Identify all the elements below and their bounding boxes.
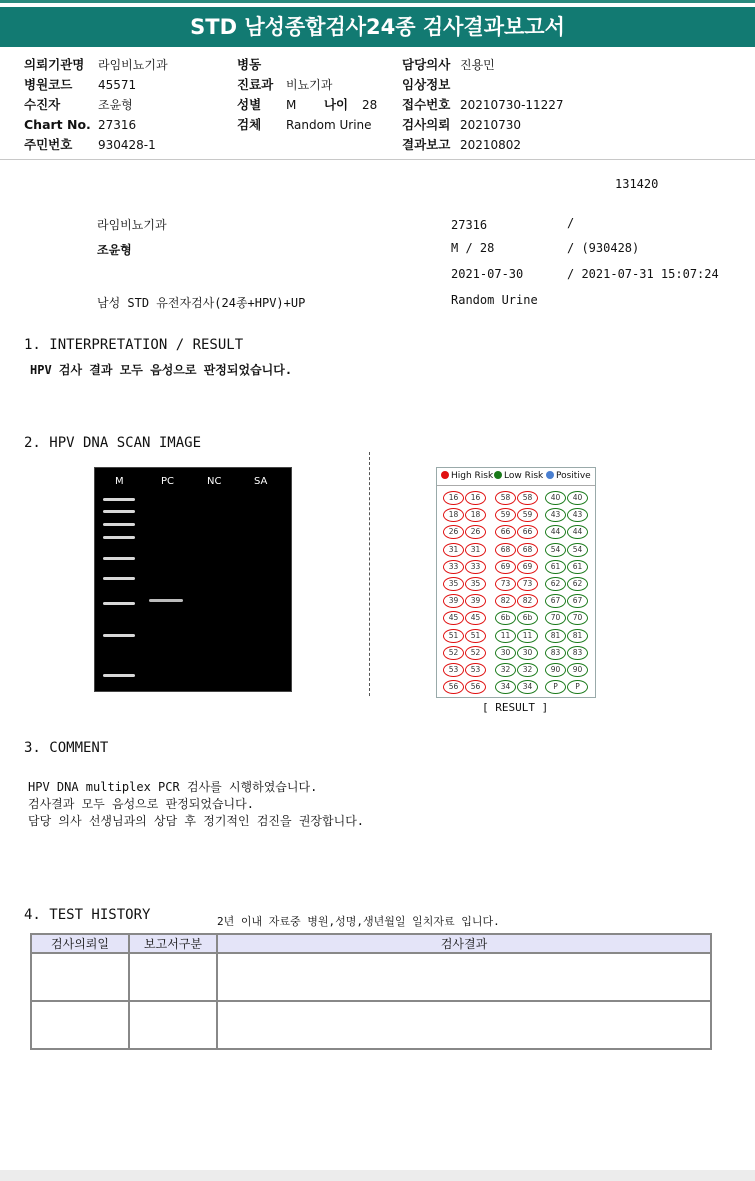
patient-value: 조윤형 — [97, 98, 133, 112]
hpv-type-cell: 6b — [495, 611, 516, 625]
patient-label: 수진자 — [24, 97, 61, 112]
hpv-type-cell: 66 — [517, 525, 538, 539]
hpv-type-cell: 39 — [443, 594, 464, 608]
interpretation-text: HPV 검사 결과 모두 음성으로 판정되었습니다. — [30, 363, 293, 377]
label-report-datetime: / 2021-07-31 15:07:24 — [567, 267, 719, 281]
ladder-band — [103, 536, 135, 539]
ladder-band — [103, 523, 135, 526]
hpv-type-cell: 62 — [567, 577, 588, 591]
legend-low: Low Risk — [494, 471, 543, 481]
lane-label-pc: PC — [161, 476, 175, 487]
hpv-type-cell: 6b — [517, 611, 538, 625]
code-value: 45571 — [97, 78, 137, 92]
hpv-type-cell: 44 — [545, 525, 566, 539]
label-chart: 27316 — [451, 218, 488, 232]
hpv-type-cell: 11 — [517, 629, 538, 643]
dept-label: 진료과 — [237, 77, 274, 92]
hpv-type-cell: P — [545, 680, 566, 694]
pc-band — [149, 599, 183, 602]
result-label: [ RESULT ] — [482, 701, 549, 714]
hpv-type-panel — [436, 467, 596, 698]
hospital-value: 라임비뇨기과 — [97, 58, 168, 72]
hpv-type-cell: 40 — [545, 491, 566, 505]
hpv-type-cell: 33 — [465, 560, 486, 574]
hpv-type-cell: 73 — [517, 577, 538, 591]
hpv-type-cell: 53 — [465, 663, 486, 677]
request-label: 검사의뢰 — [402, 117, 451, 132]
hpv-type-cell: 35 — [443, 577, 464, 591]
interpretation-title: 1. INTERPRETATION / RESULT — [24, 337, 244, 353]
hpv-type-cell: 43 — [545, 508, 566, 522]
hpv-type-cell: 33 — [443, 560, 464, 574]
hpv-type-cell: 69 — [517, 560, 538, 574]
history-header: 검사결과 — [217, 934, 711, 953]
hpv-type-cell: 32 — [495, 663, 516, 677]
gel-image — [94, 467, 292, 692]
header-separator — [0, 159, 755, 160]
image-title: 2. HPV DNA SCAN IMAGE — [24, 435, 202, 451]
label-slash: / — [567, 216, 575, 230]
hpv-type-cell: 34 — [517, 680, 538, 694]
ladder-band — [103, 602, 135, 605]
id-number: 131420 — [615, 177, 659, 191]
hpv-type-cell: 58 — [517, 491, 538, 505]
hpv-type-cell: 34 — [495, 680, 516, 694]
hpv-type-cell: 69 — [495, 560, 516, 574]
hpv-type-cell: 32 — [517, 663, 538, 677]
hpv-type-cell: 16 — [465, 491, 486, 505]
header-col-3 — [402, 55, 564, 155]
dept-value: 비뇨기과 — [285, 78, 333, 92]
hpv-type-cell: 70 — [567, 611, 588, 625]
ladder-band — [103, 674, 135, 677]
hospital-label: 의뢰기관명 — [24, 57, 85, 72]
label-test-name: 남성 STD 유전자검사(24종+HPV)+UP — [97, 296, 306, 310]
report-date-value: 20210802 — [459, 138, 522, 152]
report-title: STD 남성종합검사24종 검사결과보고서 — [0, 7, 755, 47]
hpv-type-cell: 43 — [567, 508, 588, 522]
hpv-type-cell: 31 — [443, 543, 464, 557]
hpv-type-cell: 52 — [465, 646, 486, 660]
hpv-type-cell: 44 — [567, 525, 588, 539]
label-sex-age: M / 28 — [451, 241, 495, 255]
hpv-type-cell: 73 — [495, 577, 516, 591]
hpv-type-cell: 45 — [465, 611, 486, 625]
lane-label-nc: NC — [207, 476, 222, 487]
hpv-type-cell: 31 — [465, 543, 486, 557]
table-row — [31, 1001, 711, 1049]
sex-value: M — [285, 98, 297, 112]
label-collect-date: 2021-07-30 — [451, 267, 524, 281]
hpv-type-cell: 40 — [567, 491, 588, 505]
receipt-value: 20210730-11227 — [459, 98, 564, 112]
resident-label: 주민번호 — [24, 137, 73, 152]
ladder-band — [103, 498, 135, 501]
top-accent-line — [0, 0, 755, 3]
legend-high: High Risk — [441, 471, 493, 481]
label-specimen: Random Urine — [451, 293, 538, 307]
history-header: 보고서구분 — [129, 934, 217, 953]
hpv-type-cell: 68 — [517, 543, 538, 557]
label-patient: 조윤형 — [97, 243, 132, 257]
hpv-type-cell: 45 — [443, 611, 464, 625]
positive-dot-icon — [546, 471, 554, 479]
hpv-type-cell: 54 — [545, 543, 566, 557]
hpv-type-cell: 56 — [465, 680, 486, 694]
history-cell — [217, 953, 711, 1001]
ladder-band — [103, 557, 135, 560]
history-cell — [129, 953, 217, 1001]
chart-label: Chart No. — [24, 117, 91, 132]
hpv-type-cell: 52 — [443, 646, 464, 660]
history-header-row — [31, 934, 711, 953]
hpv-type-cell: 59 — [495, 508, 516, 522]
hpv-type-cell: 30 — [495, 646, 516, 660]
history-table — [30, 933, 712, 1050]
comment-body — [28, 779, 364, 830]
panel-legend — [437, 468, 595, 486]
hpv-type-cell: 54 — [567, 543, 588, 557]
hpv-type-cell: 61 — [545, 560, 566, 574]
hpv-type-cell: 59 — [517, 508, 538, 522]
specimen-value: Random Urine — [285, 118, 372, 132]
request-value: 20210730 — [459, 118, 522, 132]
history-cell — [129, 1001, 217, 1049]
hpv-type-cell: 61 — [567, 560, 588, 574]
lane-label-sa: SA — [254, 476, 268, 487]
hpv-type-cell: 81 — [545, 629, 566, 643]
hpv-type-cell: 83 — [545, 646, 566, 660]
lane-label-m: M — [115, 476, 124, 487]
hpv-type-cell: 39 — [465, 594, 486, 608]
history-cell — [31, 953, 129, 1001]
header-col-2 — [237, 55, 377, 135]
low-risk-dot-icon — [494, 471, 502, 479]
hpv-type-cell: 51 — [443, 629, 464, 643]
label-hospital: 라임비뇨기과 — [97, 218, 167, 232]
doctor-value: 진용민 — [459, 58, 495, 72]
hpv-type-cell: 82 — [495, 594, 516, 608]
age-label: 나이 — [323, 97, 349, 112]
history-cell — [217, 1001, 711, 1049]
high-risk-dot-icon — [441, 471, 449, 479]
footer-bar — [0, 1170, 755, 1181]
comment-title: 3. COMMENT — [24, 740, 109, 756]
legend-positive: Positive — [546, 471, 591, 481]
hpv-type-cell: 18 — [443, 508, 464, 522]
age-value: 28 — [361, 98, 378, 112]
hpv-type-cell: 18 — [465, 508, 486, 522]
table-row — [31, 953, 711, 1001]
history-cell — [31, 1001, 129, 1049]
hpv-type-cell: 11 — [495, 629, 516, 643]
history-note: 2년 이내 자료중 병원,성명,생년월일 일치자료 입니다. — [217, 915, 500, 928]
receipt-label: 접수번호 — [402, 97, 451, 112]
divider-dashed — [369, 452, 370, 696]
comment-line: 검사결과 모두 음성으로 판정되었습니다. — [28, 797, 254, 811]
hpv-type-cell: 66 — [495, 525, 516, 539]
hpv-type-cell: 51 — [465, 629, 486, 643]
specimen-label: 검체 — [237, 117, 262, 132]
hpv-type-cell: 67 — [545, 594, 566, 608]
hpv-type-cell: 67 — [567, 594, 588, 608]
hpv-type-cell: 26 — [443, 525, 464, 539]
hpv-type-cell: 81 — [567, 629, 588, 643]
ladder-band — [103, 634, 135, 637]
code-label: 병원코드 — [24, 77, 73, 92]
hpv-type-cell: 82 — [517, 594, 538, 608]
hpv-type-cell: 35 — [465, 577, 486, 591]
comment-line: HPV DNA multiplex PCR 검사를 시행하였습니다. — [28, 780, 318, 794]
report-date-label: 결과보고 — [402, 137, 451, 152]
hpv-type-cell: 53 — [443, 663, 464, 677]
hpv-type-cell: 68 — [495, 543, 516, 557]
history-title: 4. TEST HISTORY — [24, 907, 151, 923]
chart-value: 27316 — [97, 118, 137, 132]
ladder-band — [103, 577, 135, 580]
hpv-type-cell: 83 — [567, 646, 588, 660]
comment-line: 담당 의사 선생님과의 상담 후 정기적인 검진을 권장합니다. — [28, 814, 365, 828]
ladder-band — [103, 510, 135, 513]
hpv-type-cell: 70 — [545, 611, 566, 625]
sex-label: 성별 — [237, 97, 262, 112]
hpv-type-cell: 16 — [443, 491, 464, 505]
hpv-type-cell: P — [567, 680, 588, 694]
label-birth: / (930428) — [567, 241, 640, 255]
hpv-type-cell: 62 — [545, 577, 566, 591]
ward-label: 병동 — [237, 57, 262, 72]
hpv-type-cell: 90 — [567, 663, 588, 677]
hpv-type-cell: 56 — [443, 680, 464, 694]
header-col-1 — [24, 55, 168, 155]
doctor-label: 담당의사 — [402, 57, 451, 72]
hpv-type-cell: 30 — [517, 646, 538, 660]
history-header: 검사의뢰일 — [31, 934, 129, 953]
hpv-type-cell: 58 — [495, 491, 516, 505]
resident-value: 930428-1 — [97, 138, 156, 152]
hpv-type-cell: 90 — [545, 663, 566, 677]
clinical-label: 임상정보 — [402, 77, 451, 92]
hpv-type-cell: 26 — [465, 525, 486, 539]
